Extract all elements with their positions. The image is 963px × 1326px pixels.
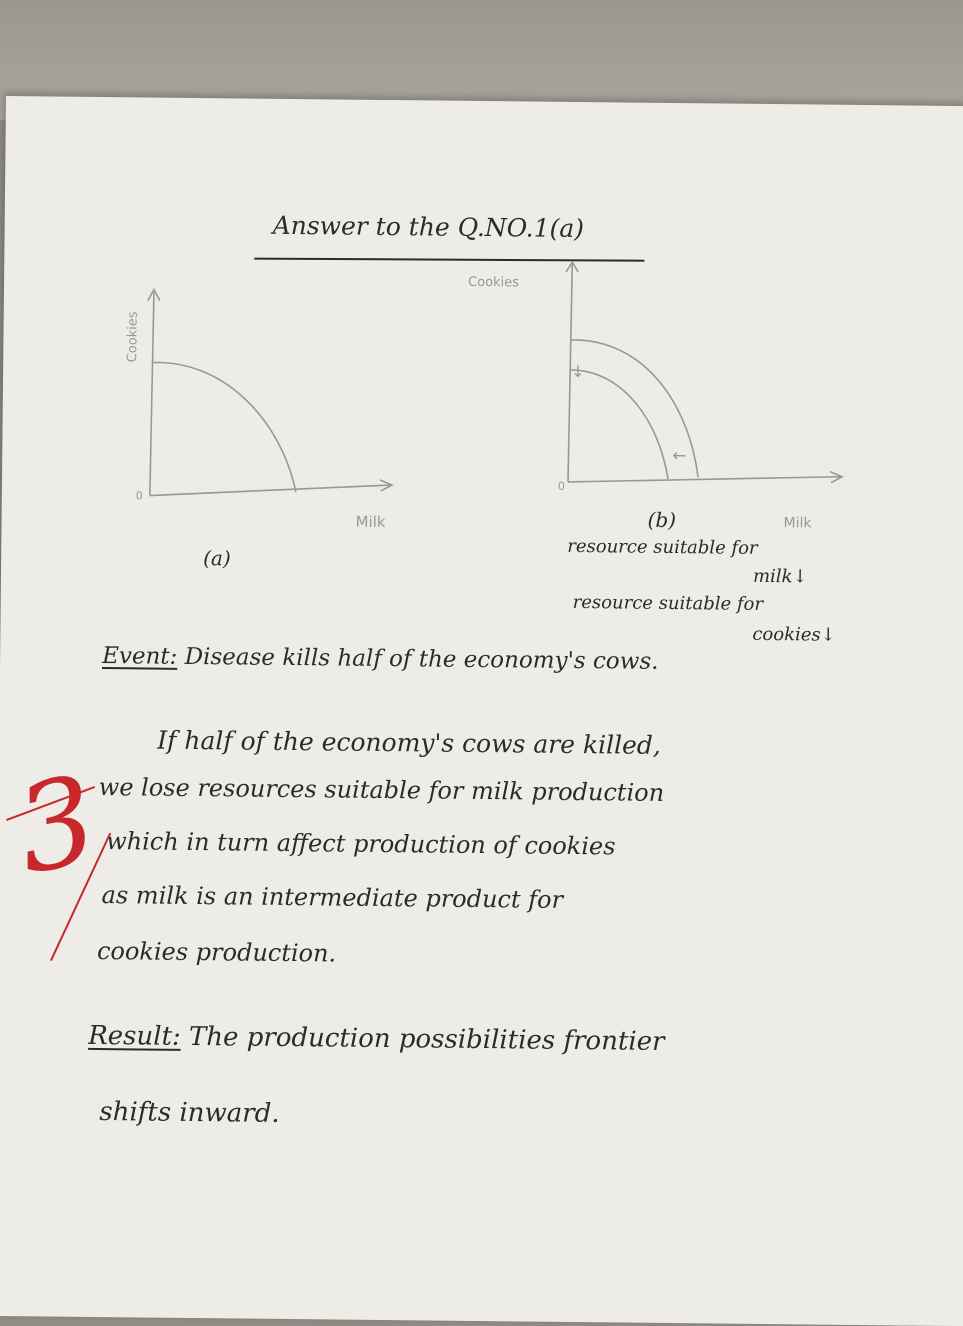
- explanation-line-5: cookies production.: [96, 937, 337, 968]
- note-milk-decrease: milk↓: [752, 565, 808, 588]
- graph-a-x-axis: [150, 483, 390, 499]
- note-resource-cookies: resource suitable for: [572, 591, 764, 615]
- graph-a-y-axis: [150, 293, 154, 496]
- result-line-2: shifts inward.: [99, 1097, 280, 1129]
- explanation-line-4: as milk is an intermediate product for: [101, 881, 564, 914]
- note-resource-milk: resource suitable for: [567, 535, 758, 559]
- graph-a-ppf-curve: [152, 362, 297, 492]
- result-text-1: The production possibilities frontier: [188, 1021, 665, 1057]
- grader-mark-3: 3: [5, 750, 108, 902]
- answer-heading: Answer to the Q.NO.1(a): [272, 210, 585, 244]
- graph-a-origin: 0: [135, 489, 143, 503]
- note-cookies-decrease: cookies↓: [752, 623, 836, 646]
- result-label: Result:: [88, 1020, 181, 1052]
- graph-b-left-arrow: ←: [672, 445, 687, 467]
- graph-a-caption: (a): [203, 546, 231, 571]
- explanation-line-2: we lose resources suitable for milk production: [98, 773, 665, 807]
- notebook-page: [0, 96, 963, 1326]
- graph-a-y-label: Cookies: [125, 311, 141, 363]
- graph-b-shifted-ppf: [570, 370, 669, 479]
- explanation-line-1: If half of the economy's cows are killed,: [157, 725, 661, 760]
- graph-a-x-label: Milk: [355, 512, 386, 531]
- graph-b-caption: (b): [647, 507, 677, 533]
- graph-b-y-label: Cookies: [467, 274, 520, 291]
- graph-b-x-axis: [568, 474, 840, 485]
- event-text: Disease kills half of the economy's cows.: [184, 643, 659, 675]
- result-line-1: [88, 1021, 665, 1057]
- graph-b-x-label: Milk: [783, 515, 812, 532]
- graph-b-origin: 0: [557, 479, 566, 493]
- explanation-line-3: which in turn affect production of cookies: [106, 827, 616, 861]
- event-label: Event:: [102, 643, 178, 670]
- graph-b-down-arrow: ↓: [571, 361, 585, 382]
- grader-mark-slash: [6, 96, 16, 106]
- event-line: [102, 643, 659, 675]
